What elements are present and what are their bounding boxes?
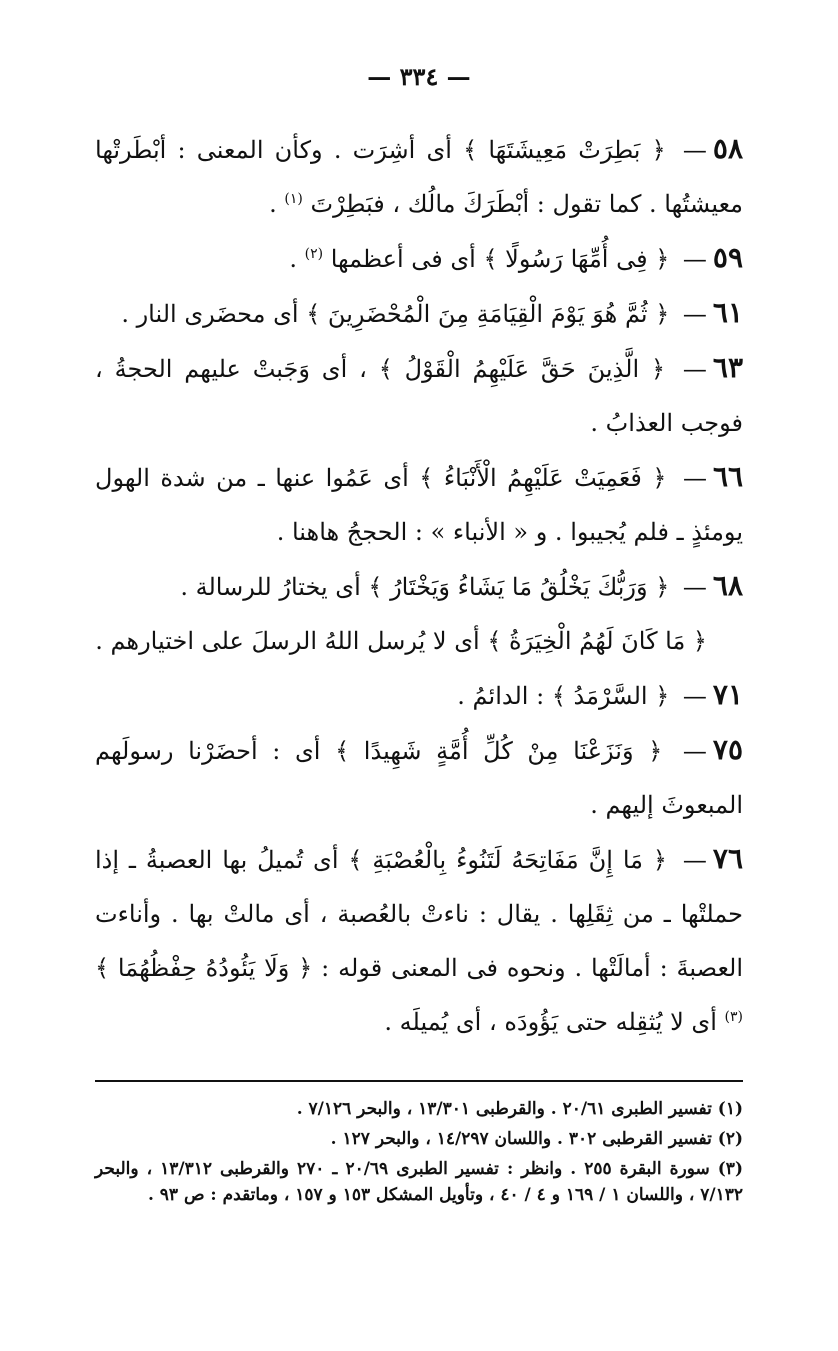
entry-66 <box>95 450 743 559</box>
explanation-text: : الدائمُ . <box>457 682 545 710</box>
dash: — <box>682 245 707 273</box>
entry-61 <box>95 286 743 341</box>
footnote-1: (١) تفسير الطبرى ٢٠/٦١ . والقرطبى ١٣/٣٠١ ، والبحر ٧/١٢٦ . <box>296 1099 743 1119</box>
verse-number: ٥٨ <box>712 132 743 165</box>
quran-quote: ﴿ فِى أُمِّهَا رَسُولًا ﴾ <box>483 245 670 273</box>
verse-number: ٦٣ <box>712 351 743 384</box>
entry-tail: . <box>289 245 297 273</box>
commentary-body <box>95 122 743 1049</box>
explanation-text: أى فى أعظمها <box>330 245 476 273</box>
verse-number: ٧١ <box>712 678 743 711</box>
explanation-text: أى عَمُوا عنها ـ من شدة الهول يومئذٍ ـ فلم يُجيبوا . و « الأنباء » : الحججُ هاهنا . <box>95 464 743 546</box>
verse-number: ٧٦ <box>712 842 743 875</box>
quran-quote: ﴿ فَعَمِيَتْ عَلَيْهِمُ الْأَنْبَاءُ ﴾ <box>419 464 667 492</box>
explanation-text: أى يختارُ للرسالة . <box>180 573 361 601</box>
entry-58 <box>95 122 743 231</box>
footnote-marker: (٢) <box>304 246 324 262</box>
quran-quote: ﴿ مَا كَانَ لَهُمُ الْخِيَرَةُ ﴾ <box>487 627 707 655</box>
verse-number: ٦١ <box>712 296 743 329</box>
entry-76 <box>95 832 743 1049</box>
entry-68 <box>95 559 743 614</box>
footnote-marker: (٣) <box>724 1009 743 1025</box>
dash: — <box>682 846 707 874</box>
footnote-marker: (١) <box>284 191 303 207</box>
explanation-text: أى أشِرَت . وكأن المعنى : أبْطَرتْها معيشتُها . كما تقول : أبْطَرَكَ مالُك ، فبَطِرْتَ <box>95 136 743 218</box>
explanation-text: أى محضَرى النار . <box>121 300 299 328</box>
entry-75 <box>95 723 743 832</box>
verse-number: ٦٦ <box>712 460 744 493</box>
entry-59 <box>95 231 743 286</box>
quran-quote: ﴿ ثُمَّ هُوَ يَوْمَ الْقِيَامَةِ مِنَ الْمُحْضَرِينَ ﴾ <box>306 300 670 328</box>
dash: — <box>682 682 707 710</box>
verse-number: ٧٥ <box>712 733 743 766</box>
dash: — <box>682 355 707 383</box>
footnote-2: (٢) تفسير القرطبى ٣٠٢ . واللسان ١٤/٢٩٧ ، والبحر ١٢٧ . <box>330 1129 743 1149</box>
dash: — <box>682 136 707 164</box>
explanation-text: أى : أحضَرْنا رسولَهم المبعوثَ إليهم . <box>95 737 743 819</box>
quran-quote: ﴿ وَرَبُّكَ يَخْلُقُ مَا يَشَاءُ وَيَخْتَارُ ﴾ <box>368 573 670 601</box>
footnote-3: (٣) سورة البقرة ٢٥٥ . وانظر : تفسير الطبرى ٢٠/٦٩ ـ ٢٧٠ والقرطبى ١٣/٣١٢ ، والبحر ٧/١٣٢ ، واللسان ١ / ١٦٩ و ٤ / ٤٠ ، وتأويل المشكل ١٥٣ و ١٥٧ ، وماتقدم : ص ٩٣ . <box>95 1159 743 1205</box>
quran-quote: ﴿ بَطِرَتْ مَعِيشَتَهَا ﴾ <box>463 136 666 164</box>
verse-number: ٦٨ <box>712 569 743 602</box>
entry-tail: . <box>269 190 277 218</box>
quran-quote: ﴿ مَا إِنَّ مَفَاتِحَهُ لَتَنُوءُ بِالْعُصْبَةِ ﴾ <box>348 846 667 874</box>
quran-quote: ﴿ السَّرْمَدُ ﴾ <box>551 682 670 710</box>
quran-quote: ﴿ وَنَزَعْنَا مِنْ كُلِّ أُمَّةٍ شَهِيدًا ﴾ <box>335 737 663 765</box>
explanation-text: ، أى وَجَبتْ عليهم الحجةُ ، فوجب العذابُ . <box>95 355 743 437</box>
footnote-divider <box>95 1080 743 1082</box>
footnotes <box>95 1096 743 1212</box>
dash: — <box>682 300 707 328</box>
explanation-text: أى لا يُرسل اللهُ الرسلَ على اختيارهم . <box>95 627 480 655</box>
dash: — <box>682 464 707 492</box>
entry-63 <box>95 341 743 450</box>
dash: — <box>682 737 707 765</box>
dash: — <box>682 573 707 601</box>
page-number: — ٣٣٤ — <box>367 62 471 91</box>
entry-68-cont <box>95 614 743 668</box>
explanation-text: أى تُميلُ بها العصبةُ ـ إذا حملتْها ـ من ثِقَلِها . يقال : ناءتْ بالعُصبة ، أى مالتْ بها . وأناءت العصبةَ : أمالَتْها . ونحوه فى المعنى قوله : ﴿ وَلَا يَئُودُهُ حِفْظُهُمَا ﴾ <box>95 846 743 982</box>
entry-tail: أى لا يُثقِله حتى يَؤُودَه ، أى يُميلَه . <box>384 1008 717 1036</box>
verse-number: ٥٩ <box>712 241 743 274</box>
quran-quote: ﴿ الَّذِينَ حَقَّ عَلَيْهِمُ الْقَوْلُ ﴾ <box>378 355 666 383</box>
entry-71 <box>95 668 743 723</box>
